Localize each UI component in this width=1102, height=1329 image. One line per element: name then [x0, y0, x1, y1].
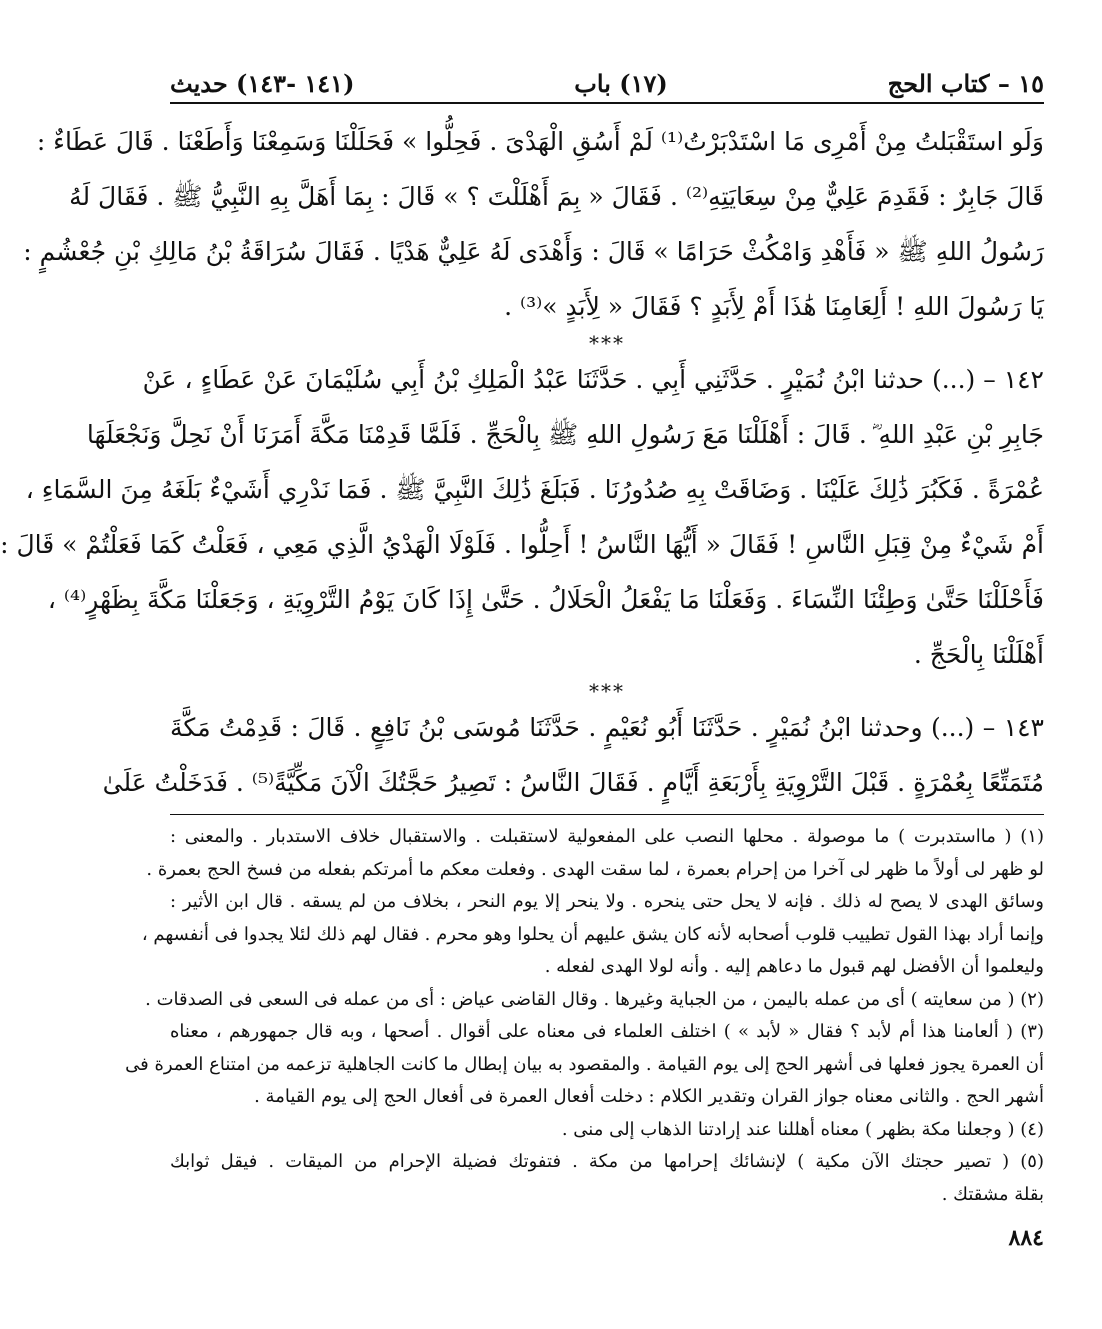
text-line: مُتَمَتِّعًا بِعُمْرَةٍ . قَبْلَ التَّرْوِيَةِ بِأَرْبَعَةِ أَيَّامٍ . فَقَالَ النَّاسُ : تَصِيرُ حَجَّتُكَ الْآنَ مَكِّيَّةً⁽⁵⁾ . فَدَخَلْتُ عَلَىٰ	[102, 768, 1044, 797]
footnote-line: وإنما أراد بهذا القول تطييب قلوب أصحابه لأنه كان يشق عليهم أن يحلوا وهو محرم . فقال لهم ذلك لئلا يجدوا فى أنفسهم ،	[141, 923, 1044, 945]
text-line: ١٤٣ – (...) وحدثنا ابْنُ نُمَيْرٍ . حَدَّثَنَا أَبُو نُعَيْمٍ . حَدَّثَنَا مُوسَى بْنُ نَافِعٍ . قَالَ : قَدِمْتُ مَكَّةَ	[170, 713, 1044, 742]
book-title: ١٥ – كتاب الحج	[887, 69, 1044, 98]
footnote-line: (٣) ( ألعامنا هذا أم لأبد ؟ فقال « لأبد » ) اختلف العلماء فى معناه على أقوال . أصحها ، وبه قال جمهورهم ، معناه	[170, 1021, 1044, 1042]
text-line: يَا رَسُولَ اللهِ ! أَلِعَامِنَا هَٰذَا أَمْ لِأَبَدٍ ؟ فَقَالَ « لِأَبَدٍ »⁽³⁾ .	[504, 292, 1044, 321]
footnote-line: (٥) ( تصير حجتك الآن مكية ) لإنشائك إحرامها من مكة . فتفوتك فضيلة الإحرام من الميقات . فيقل ثوابك	[170, 1151, 1044, 1172]
footnote-line: (٢) ( من سعايته ) أى من عمله باليمن ، من الجباية وغيرها . وقال القاضى عياض : أى من عمله فى السعى فى الصدقات .	[145, 988, 1044, 1010]
text-line: جَابِرِ بْنِ عَبْدِ اللهِ ؓ . قَالَ : أَهْلَلْنَا مَعَ رَسُولِ اللهِ ﷺ بِالْحَجِّ . فَلَمَّا قَدِمْنَا مَكَّةَ أَمَرَنَا أَنْ نَحِلَّ وَنَجْعَلَهَا	[86, 420, 1044, 449]
footnote-line: وليعلموا أن الأفضل لهم قبول ما دعاهم إليه . وأنه لولا الهدى لفعله .	[544, 956, 1044, 977]
text-line: فَأَحْلَلْنَا حَتَّىٰ وَطِئْنَا النِّسَاءَ . وَفَعَلْنَا مَا يَفْعَلُ الْحَلَالُ . حَتَّىٰ إِذَا كَانَ يَوْمُ التَّرْوِيَةِ ، وَجَعَلْنَا مَكَّةَ بِظَهْرٍ⁽⁴⁾ ،	[47, 585, 1044, 614]
chapter-label: (١٧) باب	[574, 69, 668, 98]
section-separator: ***	[589, 331, 625, 355]
footnote-line: أن العمرة يجوز فعلها فى أشهر الحج إلى يوم القيامة . والمقصود به بيان إبطال ما كانت الجاهلية تزعمه من امتناع العمرة فى	[125, 1053, 1044, 1075]
footnote-line: بقلة مشقتك .	[941, 1183, 1044, 1205]
footnote-line: وسائق الهدى لا يصح له ذلك . فإنه لا يحل حتى ينحره . ولا ينحر إلا يوم النحر ، بخلاف من لم يسقه . قال ابن الأثير :	[170, 891, 1044, 912]
text-line: ١٤٢ – (...) حدثنا ابْنُ نُمَيْرٍ . حَدَّثَنِي أَبِي . حَدَّثَنَا عَبْدُ الْمَلِكِ بْنُ أَبِي سُلَيْمَانَ عَنْ عَطَاءٍ ، عَنْ	[142, 365, 1044, 394]
text-line: أَمْ شَيْءٌ مِنْ قِبَلِ النَّاسِ ! فَقَالَ « أَيُّهَا النَّاسُ ! أَحِلُّوا . فَلَوْلَا الْهَدْيُ الَّذِي مَعِي ، فَعَلْتُ كَمَا فَعَلْتُمْ » قَالَ :	[0, 530, 1044, 559]
footnote-line: (٤) ( وجعلنا مكة بظهر ) معناه أهللنا عند إرادتنا الذهاب إلى منى .	[561, 1118, 1044, 1140]
hadith-range: (١٤١ -١٤٣) حديث	[170, 69, 355, 98]
text-line: عُمْرَةً . فَكَبُرَ ذَٰلِكَ عَلَيْنَا . وَضَاقَتْ بِهِ صُدُورُنَا . فَبَلَغَ ذَٰلِكَ النَّبِيَّ ﷺ . فَمَا نَدْرِي أَشَيْءٌ بَلَغَهُ مِنَ السَّمَاءِ ،	[25, 475, 1044, 504]
main-text	[0, 114, 1044, 810]
section-separator: ***	[589, 679, 625, 703]
footnote-line: لو ظهر لى أولاً ما ظهر لى آخرا من إحرام بعمرة ، لما سقت الهدى . وفعلت معكم ما أمرتكم بفعله من فسخ الحج بعمرة .	[146, 858, 1044, 880]
text-line: وَلَو استَقْبَلتُ مِنْ أَمْرِى مَا اسْتَدْبَرْتُ⁽¹⁾ لَمْ أَسُقِ الْهَدْىَ . فَحِلُّوا » فَحَلَلْنَا وَسَمِعْنَا وَأَطَعْنَا . قَالَ عَطَاءٌ :	[36, 127, 1044, 156]
footnote-line: أشهر الحج . والثانى معناه جواز القران وتقدير الكلام : دخلت أفعال العمرة فى أفعال الحج إلى يوم القيامة .	[254, 1086, 1044, 1107]
text-line: رَسُولُ اللهِ ﷺ « فَأَهْدِ وَامْكُثْ حَرَامًا » قَالَ : وَأَهْدَى لَهُ عَلِيٌّ هَدْيًا . فَقَالَ سُرَاقَةُ بْنُ مَالِكِ بْنِ جُعْشُمٍ :	[23, 237, 1044, 266]
page-number: ٨٨٤	[1008, 1225, 1044, 1251]
running-header	[170, 58, 1044, 104]
text-line: قَالَ جَابِرٌ : فَقَدِمَ عَلِيٌّ مِنْ سِعَايَتِهِ⁽²⁾ . فَقَالَ « بِمَ أَهْلَلْتَ ؟ » قَالَ : بِمَا أَهَلَّ بِهِ النَّبِيُّ ﷺ . فَقَالَ لَهُ	[69, 182, 1044, 211]
footnote-line: (١) ( مااستدبرت ) ما موصولة . محلها النصب على المفعولية لاستقبلت . والاستقبال خلاف الاستدبار . والمعنى :	[170, 826, 1044, 847]
footnotes	[125, 814, 1044, 1211]
text-line: أَهْلَلْنَا بِالْحَجِّ .	[913, 640, 1044, 669]
